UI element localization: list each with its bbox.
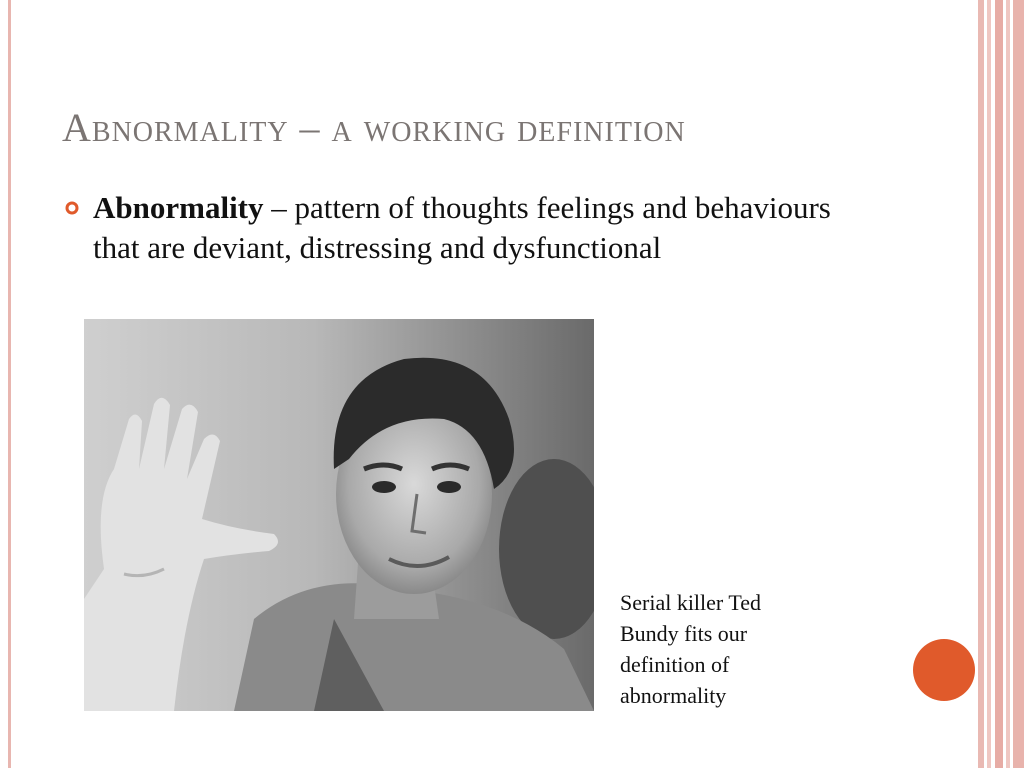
- bullet-text: [93, 188, 882, 268]
- slide-title: Abnormality – a working definition: [62, 105, 686, 150]
- caption-line: abnormality: [620, 683, 727, 708]
- caption-line: definition of: [620, 652, 730, 677]
- portrait-photo-illustration: [84, 319, 594, 711]
- bullet-item: [62, 188, 882, 268]
- left-border-rule: [8, 0, 11, 768]
- orange-circle-decoration: [913, 639, 975, 701]
- bullet-definition: – pattern of thoughts feelings and behaviours that are deviant, distressing and dysfunctional: [93, 190, 831, 265]
- bullet-term: Abnormality: [93, 190, 264, 225]
- caption-line: Bundy fits our: [620, 621, 748, 646]
- portrait-photo: [84, 319, 594, 711]
- caption-line: Serial killer Ted: [620, 590, 762, 615]
- photo-caption: [620, 587, 860, 711]
- right-decorative-band: [978, 0, 1024, 768]
- ring-bullet-icon: [65, 201, 79, 215]
